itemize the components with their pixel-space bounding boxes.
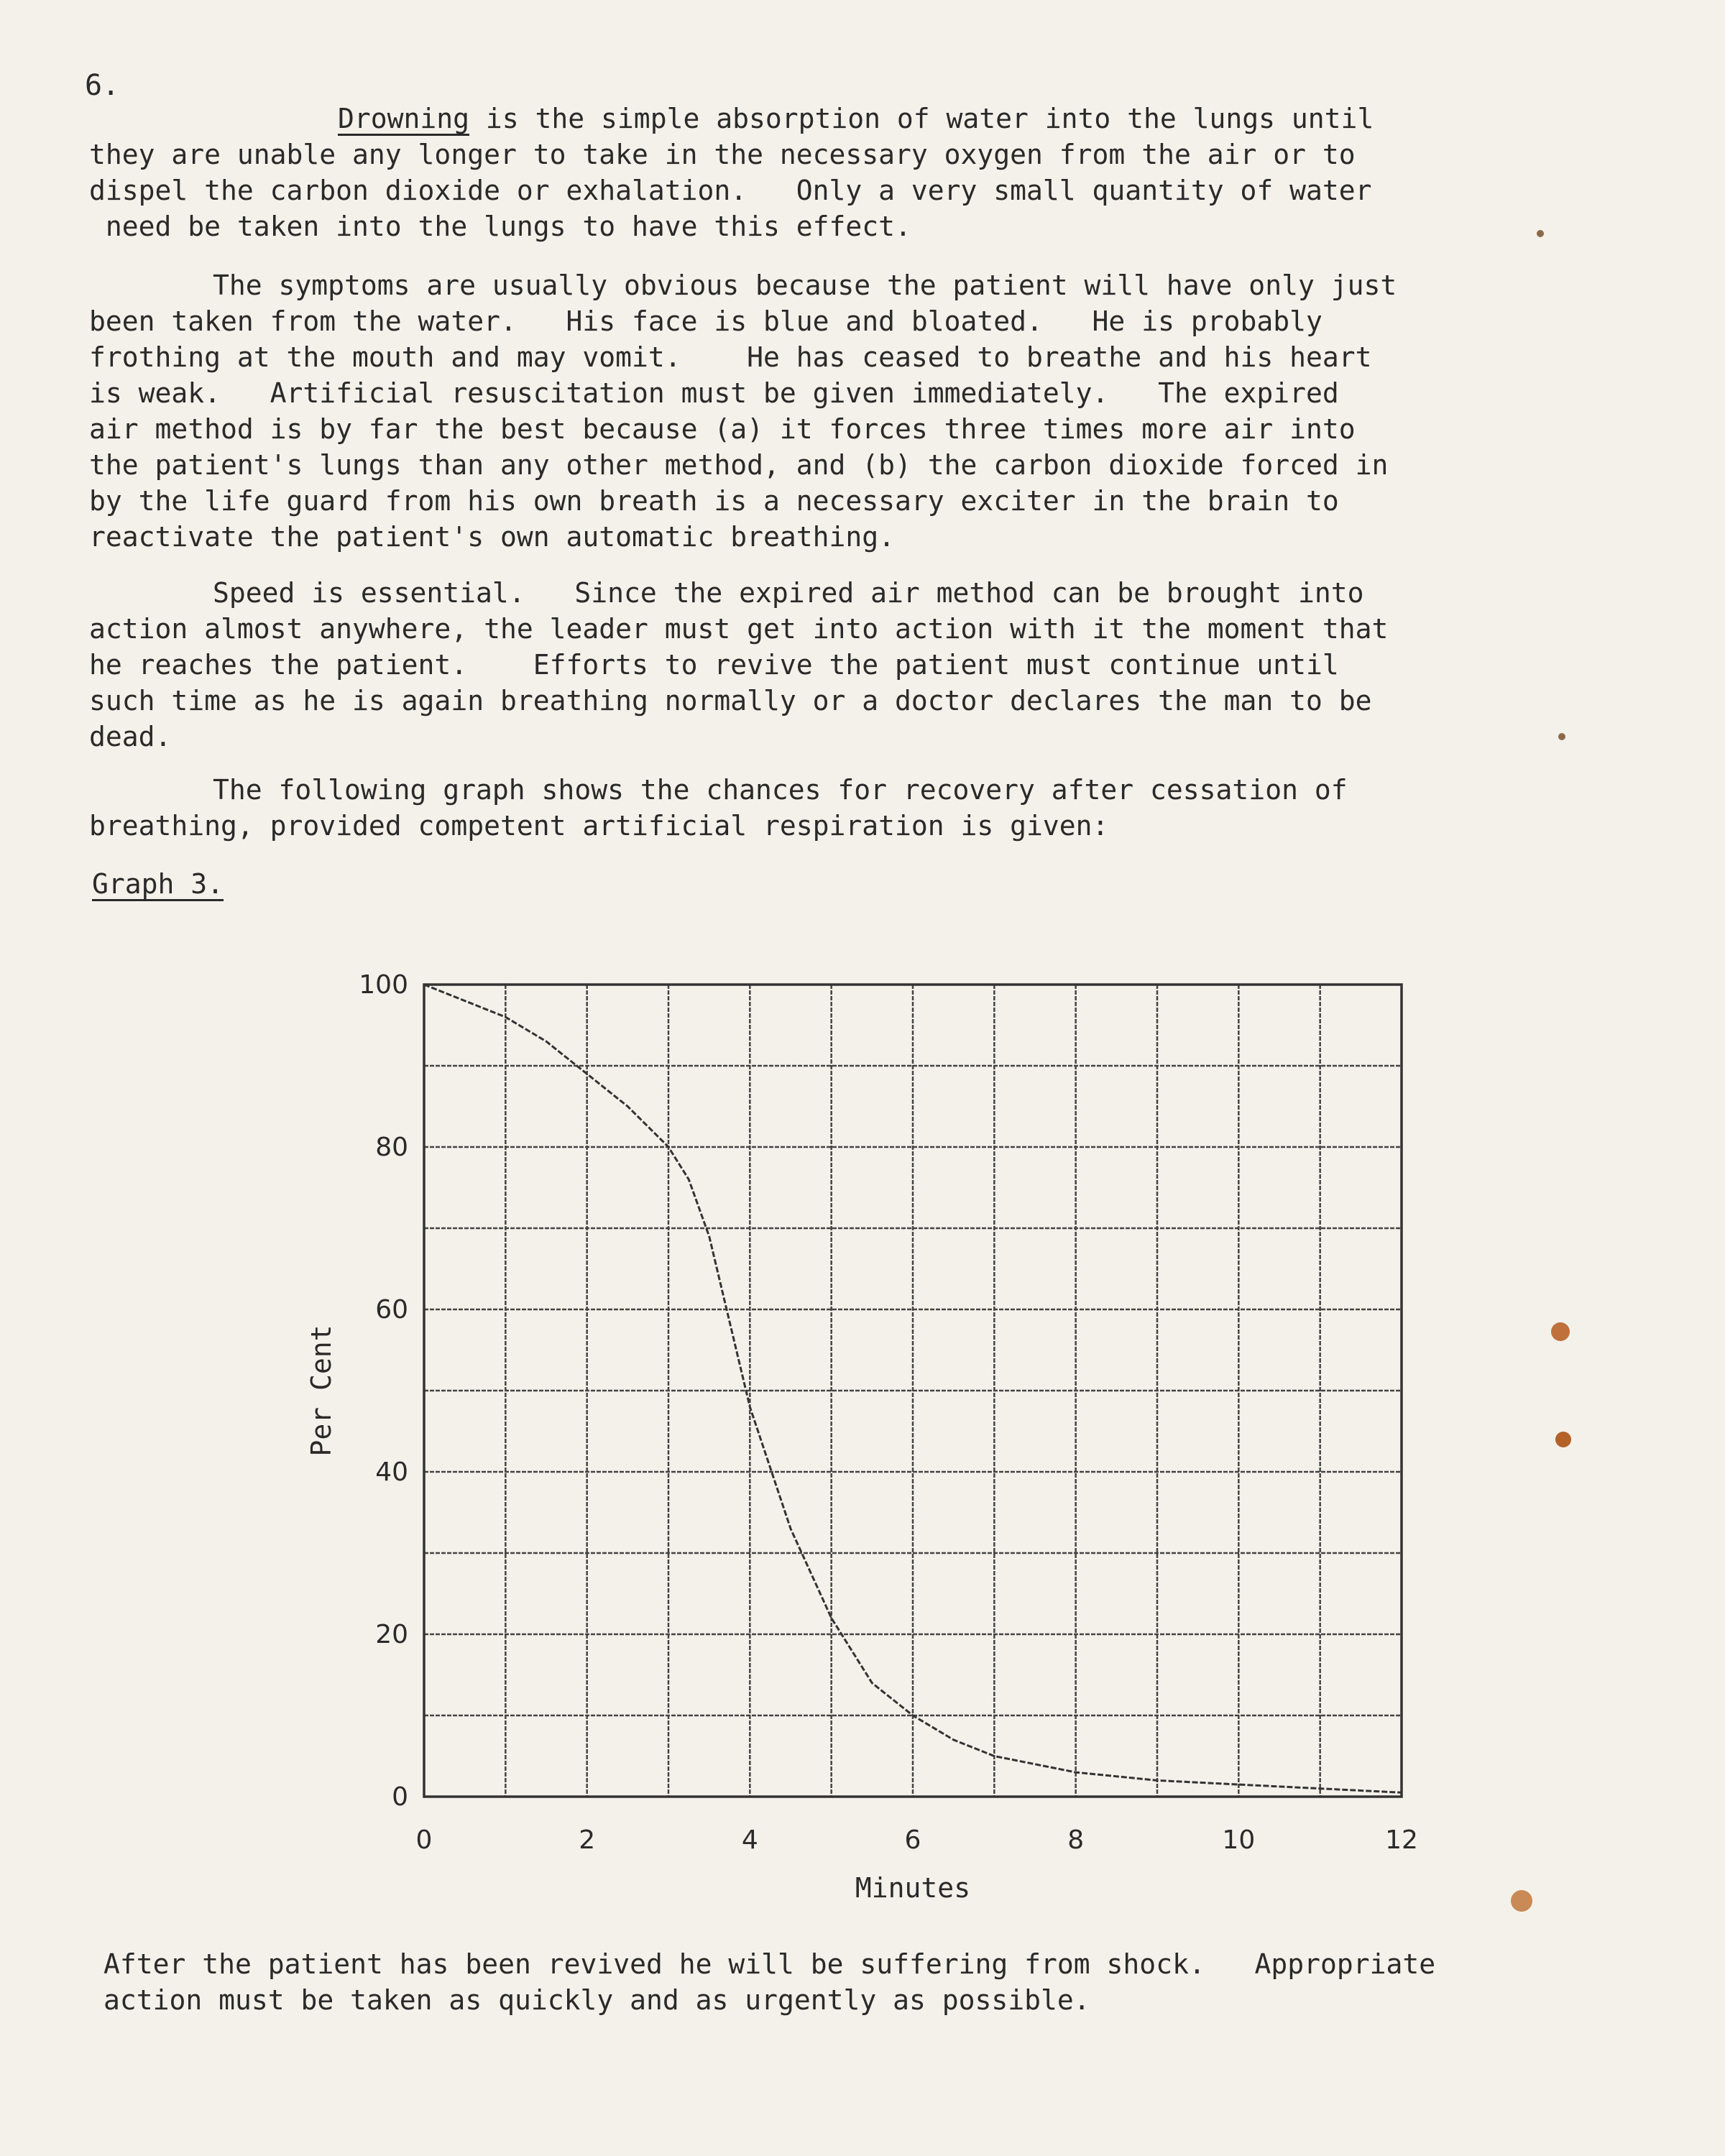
rust-stain — [1551, 1322, 1570, 1341]
x-tick-label: 6 — [904, 1825, 921, 1855]
paragraph-line: need be taken into the lungs to have this effect. — [89, 211, 911, 242]
paragraph-line: air method is by far the best because (a) it forces three times more air into — [89, 413, 1356, 445]
paragraph-line: is weak. Artificial resuscitation must be given immediately. The expired — [89, 377, 1339, 409]
y-tick-label: 40 — [375, 1457, 408, 1487]
paragraph-line: dead. — [89, 721, 172, 752]
paragraph-line: After the patient has been revived he will be suffering from shock. Appropriate — [104, 1948, 1436, 1980]
y-tick-label: 80 — [375, 1133, 408, 1162]
paragraph-line: Speed is essential. Since the expired air method can be brought into — [213, 577, 1364, 609]
y-tick-label: 60 — [375, 1295, 408, 1325]
page-number: 6. — [85, 69, 120, 102]
x-tick-label: 10 — [1222, 1825, 1256, 1855]
ink-speck — [1537, 230, 1544, 237]
paragraph-line: dispel the carbon dioxide or exhalation. Only a very small quantity of water — [89, 175, 1372, 206]
paragraph-line: he reaches the patient. Efforts to revive the patient must continue until — [89, 649, 1339, 681]
paragraph-line: action almost anywhere, the leader must get into action with it the moment that — [89, 613, 1389, 645]
y-tick-label: 20 — [375, 1620, 408, 1649]
x-axis-label: Minutes — [855, 1872, 971, 1904]
paragraph-line: reactivate the patient's own automatic breathing. — [89, 521, 896, 553]
paragraph-line: breathing, provided competent artificial respiration is given: — [89, 810, 1109, 842]
x-tick-label: 12 — [1385, 1825, 1418, 1855]
rust-stain — [1511, 1890, 1532, 1912]
graph-label: Graph 3. — [92, 868, 224, 900]
paragraph-line: been taken from the water. His face is blue and bloated. He is probably — [89, 305, 1322, 337]
x-tick-label: 4 — [741, 1825, 758, 1855]
x-tick-label: 2 — [579, 1825, 596, 1855]
paragraph-line: frothing at the mouth and may vomit. He has ceased to breathe and his heart — [89, 341, 1372, 373]
x-tick-label: 0 — [415, 1825, 433, 1855]
paragraph-line: action must be taken as quickly and as urgently as possible. — [104, 1984, 1090, 2016]
ink-speck — [1558, 733, 1565, 740]
y-axis-label: Per Cent — [305, 1325, 337, 1457]
paragraph-line: Drowning is the simple absorption of water into the lungs until — [338, 103, 1374, 134]
y-tick-label: 0 — [392, 1782, 408, 1812]
drowning-heading: Drowning — [338, 103, 470, 134]
x-tick-label: 8 — [1067, 1825, 1085, 1855]
paragraph-line: The following graph shows the chances for recovery after cessation of — [213, 774, 1348, 806]
y-tick-label: 100 — [359, 970, 408, 1000]
paragraph-line: the patient's lungs than any other method, and (b) the carbon dioxide forced in — [89, 449, 1389, 481]
paragraph-line: they are unable any longer to take in the necessary oxygen from the air or to — [89, 139, 1356, 170]
chart-grid — [424, 985, 1402, 1797]
paragraph-shock — [104, 1946, 1541, 2018]
paragraph-line: by the life guard from his own breath is a necessary exciter in the brain to — [89, 485, 1339, 517]
paragraph-line: such time as he is again breathing normally or a doctor declares the man to be — [89, 685, 1372, 717]
rust-stain — [1555, 1432, 1571, 1447]
chart-ticks — [359, 970, 1418, 1855]
paragraph-line: The symptoms are usually obvious because the patient will have only just — [213, 270, 1397, 301]
